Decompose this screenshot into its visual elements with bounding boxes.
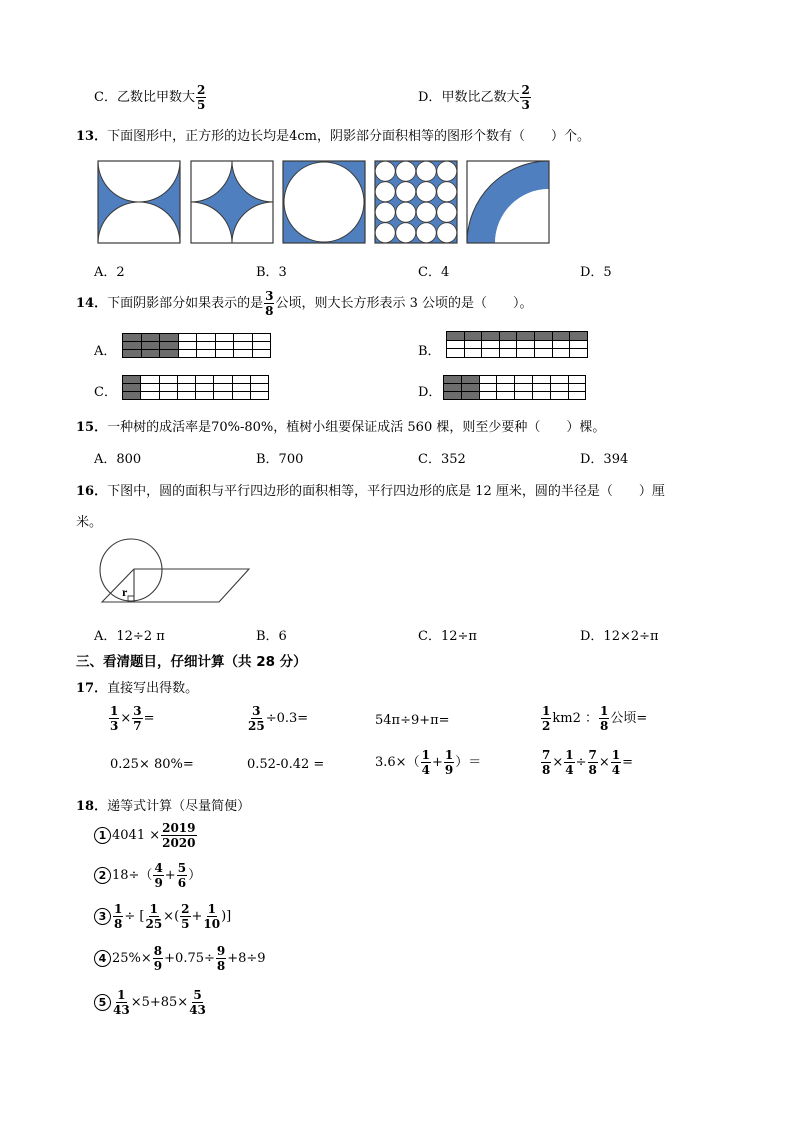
grid-cell [142,342,161,350]
q18-stem [76,795,250,814]
expr-tail: = [622,755,634,770]
expr-tail: ） [188,868,202,883]
q18-expr-4 [94,945,266,972]
grid-cell [465,332,483,341]
q14-option-b-label[interactable]: B． [418,344,441,359]
grid-cell [178,384,196,392]
fraction [196,84,206,111]
grid-cell [480,376,498,384]
fraction [145,903,162,930]
fraction [161,822,196,849]
grid-cell [462,376,480,384]
circled-number: 5 [94,994,111,1011]
grid-cell [123,350,142,358]
grid-cell [160,334,179,342]
question-text: 下面图形中，正方形的边长均是4cm，阴影部分面积相等的图形个数有（ ）个。 [107,129,590,144]
q13-option-b[interactable]: B．3 [256,265,287,280]
fraction [611,749,621,776]
grid-cell [253,350,272,358]
grid-cell [462,392,480,400]
fraction [216,945,226,972]
fraction [564,749,574,776]
question-number: 14． [76,296,108,311]
expr-mid: +0.75÷ [164,951,215,966]
grid-cell [233,376,251,384]
grid-cell [570,349,588,358]
question-number: 17． [76,681,108,696]
frac-num: 4 [154,861,163,875]
fraction [444,749,454,776]
fraction [113,989,130,1016]
grid-cell [447,332,465,341]
q18-expr-1 [94,822,198,849]
question-text: 递等式计算（尽量简便） [107,799,251,814]
frac-den: 6 [177,876,187,890]
grid-cell [123,376,141,384]
grid-cell [497,392,515,400]
fraction [180,903,190,930]
grid-cell [553,341,571,350]
q16-option-a[interactable]: A．12÷2 π [94,629,165,644]
figure-1 [98,159,180,245]
fraction [153,945,163,972]
grid-cell [444,384,462,392]
expr-head: 3.6×（ [375,755,420,770]
grid-cell [444,392,462,400]
grid-cell [253,342,272,350]
q14-option-c-label[interactable]: C． [94,385,117,400]
question-text: 一种树的成活率是70%-80%，植树小组要保证成活 560 棵，则至少要种（ ）棵。 [107,420,606,435]
grid-cell [533,392,551,400]
fraction [203,903,220,930]
q14-option-a-label[interactable]: A． [94,344,117,359]
grid-cell [251,392,269,400]
grid-cell [497,384,515,392]
frac-num: 5 [177,861,187,875]
grid-cell [234,350,253,358]
frac-num: 1 [565,748,574,762]
grid-cell [233,384,251,392]
option-text: 乙数比甲数大 [116,90,195,105]
frac-den: 3 [521,98,530,112]
frac-num: 2019 [162,821,196,835]
operator: × [552,755,564,770]
expr-head: 4041 × [112,828,161,843]
question-number: 13． [76,129,108,144]
operator: + [191,909,203,924]
expr-tail: 公顷= [610,711,648,726]
q15-stem [76,416,605,435]
frac-den: 8 [588,763,597,777]
fraction [541,705,551,732]
grid-cell [551,384,569,392]
frac-num: 3 [252,704,261,718]
grid-cell [179,334,198,342]
grid-cell [570,341,588,350]
grid-cell [480,384,498,392]
operator: ÷ [575,755,587,770]
grid-cell [500,341,518,350]
frac-den: 2020 [162,836,196,850]
frac-num: 1 [114,902,123,916]
grid-cell [533,376,551,384]
q12-option-d [418,84,532,111]
grid-cell [482,341,500,350]
q17-item-7 [375,749,481,776]
grid-cell [216,350,235,358]
frac-den: 10 [203,917,221,931]
frac-den: 8 [216,959,226,973]
grid-cell [569,384,587,392]
frac-num: 5 [193,988,202,1002]
q16-option-d[interactable]: D．12×2÷π [580,629,659,644]
section-title: 三、看清题目，仔细计算（共 28 分） [76,654,307,670]
grid-cell [160,350,179,358]
grid-cell [142,350,161,358]
frac-num: 1 [542,704,551,718]
grid-cell [141,392,159,400]
grid-cell [569,376,587,384]
grid-cell [196,376,214,384]
q18-expr-3 [94,903,231,930]
operator: + [164,868,176,883]
grid-cell [517,349,535,358]
frac-den: 8 [114,917,123,931]
grid-cell [123,384,141,392]
grid-cell [214,376,232,384]
grid-cell [160,376,178,384]
fraction [520,84,530,111]
option-label: D． [418,90,442,105]
grid-cell [234,334,253,342]
figure-3 [283,161,365,243]
frac-num: 1 [611,748,621,762]
option-text: 甲数比乙数大 [441,90,520,105]
frac-num: 3 [133,704,142,718]
frac-den: 2 [542,719,551,733]
grid-cell [251,384,269,392]
grid-cell [462,384,480,392]
grid-cell [517,332,535,341]
grid-cell [500,349,518,358]
grid-cell [196,384,214,392]
q18-expr-2 [94,862,201,889]
frac-num: 2 [521,83,530,97]
circled-number: 2 [94,867,111,884]
grid-cell [500,332,518,341]
grid-cell [515,384,533,392]
q14-option-c-strip[interactable] [122,375,269,400]
frac-num: 8 [153,944,163,958]
fraction [248,705,265,732]
frac-num: 1 [149,902,158,916]
frac-den: 9 [444,763,454,777]
q17-item-1 [108,705,155,732]
q14-option-d-strip[interactable] [443,375,586,400]
option-label: C． [94,90,117,105]
question-number: 18． [76,799,108,814]
grid-cell [233,392,251,400]
q16-option-c[interactable]: C．12÷π [418,629,477,644]
expr-tail: ）＝ [455,755,482,770]
grid-cell [447,341,465,350]
q13-stem [76,125,590,144]
figure-4 [375,161,457,243]
circle-shape [100,539,162,601]
q15-option-a[interactable]: A．800 [94,452,142,467]
grid-cell [497,376,515,384]
grid-cell [160,392,178,400]
grid-cell [480,392,498,400]
expr-tail: = [143,711,155,726]
q17-item-3: 54π÷9+π= [375,713,450,728]
grid-cell [197,334,216,342]
frac-den: 4 [565,763,574,777]
grid-cell [216,342,235,350]
frac-den: 8 [265,304,274,318]
grid-cell [444,376,462,384]
q17-item-8 [540,749,633,776]
grid-cell [251,376,269,384]
grid-cell [517,341,535,350]
frac-num: 1 [599,704,609,718]
fraction [264,290,274,317]
q17-item-5: 0.25× 80%= [110,757,194,772]
frac-den: 4 [421,763,430,777]
grid-cell [553,332,571,341]
circled-number: 4 [94,950,111,967]
grid-cell [465,341,483,350]
grid-cell [535,332,553,341]
frac-den: 5 [196,98,206,112]
figure-5 [467,161,556,245]
q13-option-c[interactable]: C．4 [418,265,450,280]
q17-item-4 [540,705,647,732]
grid-cell [123,392,141,400]
grid-cell [253,334,272,342]
frac-den: 5 [181,917,190,931]
q14-option-a-strip[interactable] [122,333,271,358]
frac-den: 3 [110,719,119,733]
frac-den: 9 [154,876,163,890]
expr-mid: km2 ： [552,711,598,726]
frac-den: 25 [248,719,265,733]
q16-stem-line2: 米。 [76,515,103,530]
circled-number: 3 [94,908,111,925]
question-text: 下图中，圆的面积与平行四边形的面积相等，平行四边形的底是 12 厘米，圆的半径是（ ）厘 [107,484,665,499]
grid-cell [178,376,196,384]
fraction [153,862,163,889]
grid-cell [214,392,232,400]
q16-figure [98,538,254,606]
circled-number: 1 [94,827,111,844]
question-text: 下面阴影部分如果表示的是 [107,296,264,311]
q15-option-c[interactable]: C．352 [418,452,466,467]
q16-stem-line1 [76,480,665,499]
grid-cell [551,392,569,400]
frac-num: 7 [588,748,597,762]
grid-cell [553,349,571,358]
grid-cell [123,342,142,350]
expr-mid: ÷ [ [124,909,145,924]
frac-num: 1 [117,988,126,1002]
q18-expr-5 [94,989,207,1016]
radius-label: r [122,585,128,599]
grid-cell [214,384,232,392]
grid-cell [482,349,500,358]
expr-tail: ÷0.3= [265,711,309,726]
q16-option-b[interactable]: B．6 [256,629,287,644]
grid-cell [535,341,553,350]
frac-num: 1 [421,748,430,762]
grid-cell [141,384,159,392]
grid-cell [142,334,161,342]
frac-den: 8 [599,719,609,733]
grid-cell [178,392,196,400]
q15-option-b[interactable]: B．700 [256,452,304,467]
operator: × [598,755,610,770]
q17-stem [76,677,198,696]
grid-cell [447,349,465,358]
q12-option-c [94,84,207,111]
operator: + [431,755,443,770]
grid-cell [123,334,142,342]
frac-den: 8 [542,763,551,777]
grid-cell [197,350,216,358]
expr-mid: ×5+85× [130,995,189,1010]
grid-cell [465,349,483,358]
frac-num: 3 [265,289,274,303]
frac-den: 4 [611,763,621,777]
grid-cell [551,376,569,384]
q14-option-b-strip[interactable] [446,331,588,358]
frac-num: 1 [207,902,216,916]
question-number: 15． [76,420,108,435]
fraction [132,705,142,732]
frac-num: 7 [542,748,551,762]
fraction [599,705,609,732]
grid-cell [515,376,533,384]
frac-num: 9 [216,944,226,958]
q13-figures [96,159,556,245]
q13-option-d[interactable]: D．5 [580,265,612,280]
q13-option-a[interactable]: A．2 [94,265,125,280]
grid-cell [515,392,533,400]
q17-item-2 [247,705,308,732]
expr-tail: +8÷9 [227,951,266,966]
fraction [177,862,187,889]
q14-option-d-label[interactable]: D． [418,385,442,400]
grid-cell [197,342,216,350]
frac-num: 2 [196,83,206,97]
expr-head: 25%× [112,951,152,966]
frac-den: 7 [133,719,142,733]
fraction [113,903,123,930]
grid-cell [141,376,159,384]
frac-num: 1 [110,704,119,718]
operator: × [120,711,132,726]
grid-cell [570,332,588,341]
grid-cell [216,334,235,342]
frac-den: 43 [113,1003,130,1017]
grid-cell [179,350,198,358]
frac-num: 2 [181,902,190,916]
fraction [421,749,431,776]
grid-cell [533,384,551,392]
q15-option-d[interactable]: D．394 [580,452,629,467]
expr-mid: ×( [163,909,180,924]
grid-cell [196,392,214,400]
question-number: 16． [76,484,108,499]
frac-den: 9 [153,959,163,973]
question-text: 直接写出得数。 [107,681,199,696]
grid-cell [482,332,500,341]
fraction [109,705,119,732]
fraction [189,989,206,1016]
expr-tail: )] [221,909,232,924]
fraction [541,749,551,776]
frac-den: 25 [145,917,163,931]
question-text-tail: 公顷，则大长方形表示 3 公顷的是（ ）。 [275,296,533,311]
grid-cell [160,384,178,392]
frac-den: 43 [189,1003,206,1017]
grid-cell [569,392,587,400]
q17-item-6: 0.52-0.42 = [247,757,325,772]
grid-cell [160,342,179,350]
grid-cell [179,342,198,350]
frac-num: 1 [444,748,454,762]
grid-cell [535,349,553,358]
q14-stem [76,290,533,317]
fraction [588,749,598,776]
expr-head: 18÷（ [112,868,153,883]
grid-cell [234,342,253,350]
